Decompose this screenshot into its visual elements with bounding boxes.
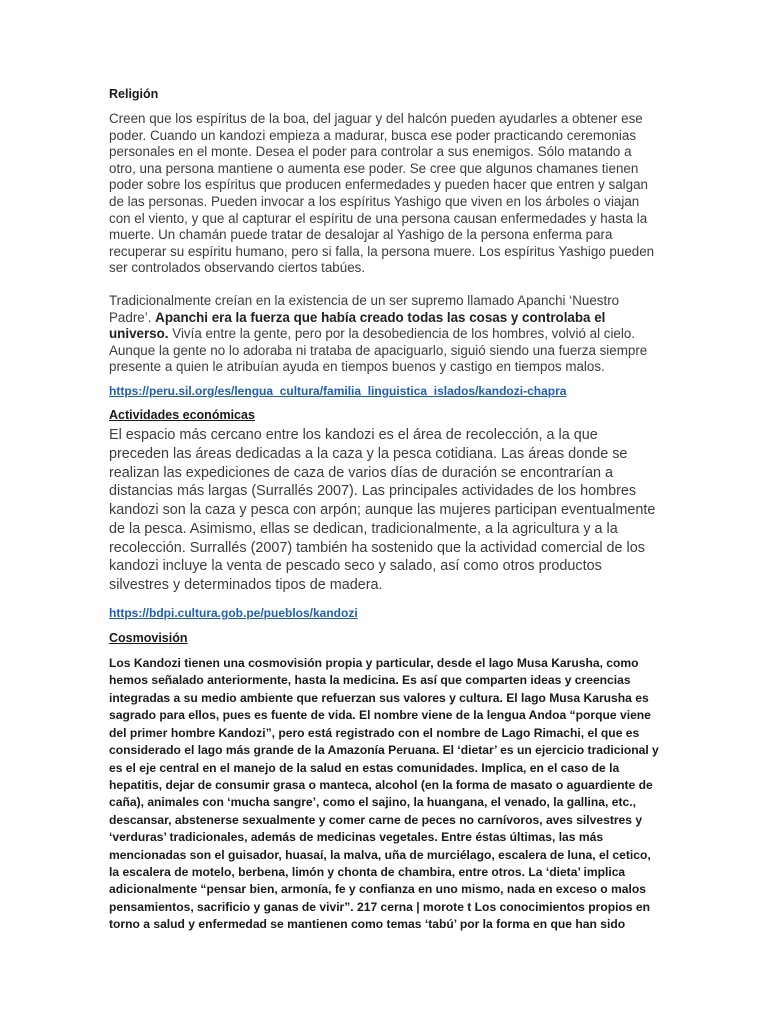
apanchi-text-bold: Apanchi era la fuerza que había creado todas las cosas y controlaba el universo. [109, 309, 606, 342]
heading-cosmovision: Cosmovisión [109, 631, 188, 646]
heading-religion: Religión [109, 87, 159, 101]
apanchi-text-start: Tradicionalmente creían en la existencia de un ser supremo llamado Apanchi ‘Nuestro Padre’. [109, 292, 620, 325]
paragraph-cosmovision: Los Kandozi tienen una cosmovisión propia y particular, desde el lago Musa Karusha, como hemos señalado anteriormente, hasta la medicina. Es así que comparten ideas y creencias integradas a su medio ambiente que refuerzan sus valores y cultura. El lago Musa Karusha es sagrado para ellos, pues es fuente de vida. El nombre viene de la lengua Andoa “porque viene del primer hombre Kandozi”, pero está registrado con el nombre de Lago Rimachi, el que es considerado el lago más grande de la Amazonía Peruana. El ‘dietar’ es un ejercicio tradicional y es el eje central en el manejo de la salud en estas comunidades. Implica, en el caso de la hepatitis, dejar de consumir grasa o manteca, alcohol (en la forma de masato o aguardiente de caña), animales con ‘mucha sangre’, como el sajino, la huangana, el venado, la gallina, etc., descansar, abstenerse sexualmente y comer carne de peces no carnívoros, aves silvestres y ‘verduras’ tradicionales, además de medicinas vegetales. Entre éstas últimas, las más mencionadas son el guisador, huasaí, la malva, uña de murciélago, escalera de luna, el cetico, la escalera de motelo, berbena, limón y chonta de chambira, entre otros. La ‘dieta’ implica adicionalmente “pensar bien, armonía, fe y confianza en uno mismo, nada en exceso o malos pensamientos, sacrificio y ganas de vivir”. 217 cerna | morote t Los conocimientos propios en torno a salud y enfermedad se mantienen como temas ‘tabú’ por la forma en que han sido [109, 656, 659, 932]
paragraph-religion-spirits: Creen que los espíritus de la boa, del jaguar y del halcón pueden ayudarles a obtener ese poder. Cuando un kandozi empieza a madurar, busca ese poder practicando ceremonias personales en el monte. Desea el poder para controlar a sus enemigos. Sólo matando a otro, una persona mantiene o aumenta ese poder. Se cree que algunos chamanes tienen poder sobre los espíritus que producen enfermedades y pueden hacer que entren y salgan de las personas. Pueden invocar a los espíritus Yashigo que viven en los árboles o viajan con el viento, y que al capturar el espíritu de una persona causan enfermedades y hasta la muerte. Un chamán puede tratar de desalojar al Yashigo de la persona enferma para recuperar su espíritu humano, pero si falla, la persona muere. Los espíritus Yashigo pueden ser controlados observando ciertos tabúes. [109, 111, 655, 276]
heading-economic-activities: Actividades económicas [109, 407, 255, 422]
paragraph-economic-activities: El espacio más cercano entre los kandozi es el área de recolección, a la que preceden las áreas dedicadas a la caza y la pesca cotidiana. Las áreas donde se realizan las expediciones de caza de varios días de duración se encontrarían a distancias más largas (Surrallés 2007). Las principales actividades de los hombres kandozi son la caza y pesca con arpón; aunque las mujeres participan eventualmente de la pesca. Asimismo, ellas se dedican, tradicionalmente, a la agricultura y a la recolección. Surrallés (2007) también ha sostenido que la actividad comercial de los kandozi incluye la venta de pescado seco y salado, así como otros productos silvestres y determinados tipos de madera. [109, 426, 656, 594]
link-bdpi-cultura[interactable]: https://bdpi.cultura.gob.pe/pueblos/kandozi [109, 606, 358, 621]
link-peru-sil[interactable]: https://peru.sil.org/es/lengua_cultura/familia_linguistica_islados/kandozi-chapra [109, 383, 567, 398]
document-page [109, 86, 659, 934]
paragraph-religion-apanchi [109, 293, 659, 376]
apanchi-text-end: Vivía entre la gente, pero por la desobediencia de los hombres, volvió al cielo. Aunque la gente no lo adoraba ni trataba de apaciguarlo, siguió siendo una fuerza siempre presente a quien le atribuían ayuda en tiempos buenos y castigo en tiempos malos. [109, 326, 648, 375]
